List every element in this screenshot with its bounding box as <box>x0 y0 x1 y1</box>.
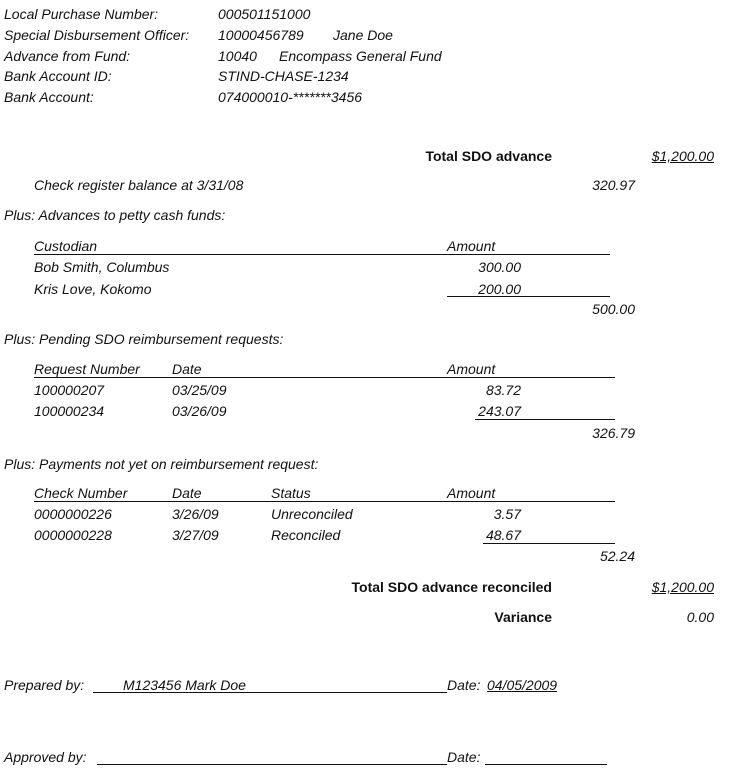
column-header: Amount <box>447 238 496 254</box>
date: 03/26/09 <box>172 403 227 419</box>
column-header: Custodian <box>34 238 98 254</box>
amount: 243.07 <box>478 403 521 419</box>
sdo-name: Jane Doe <box>333 27 393 43</box>
amount: 83.72 <box>485 382 521 398</box>
check-number: 0000000226 <box>34 506 112 522</box>
header-rule <box>34 254 610 255</box>
variance-value: 0.00 <box>686 609 714 625</box>
fund-label: Advance from Fund: <box>4 48 131 64</box>
amount: 48.67 <box>485 527 521 543</box>
subtotal: 500.00 <box>592 301 635 317</box>
header-rule <box>34 377 615 378</box>
local-purchase-label: Local Purchase Number: <box>4 6 159 22</box>
fund-id: 10040 <box>218 48 257 64</box>
check-number: 0000000228 <box>34 527 112 543</box>
amount: 200.00 <box>478 281 521 297</box>
variance-label: Variance <box>494 609 552 625</box>
custodian: Kris Love, Kokomo <box>34 281 152 297</box>
approved-by-label: Approved by: <box>4 749 87 765</box>
local-purchase-value: 000501151000 <box>218 6 311 22</box>
prepared-by-value: M123456 Mark Doe <box>123 677 246 693</box>
total-reconciled-label: Total SDO advance reconciled <box>351 579 552 595</box>
total-advance-value: $1,200.00 <box>651 148 714 164</box>
sum-rule <box>483 543 615 544</box>
bank-account-label: Bank Account: <box>4 89 94 105</box>
date-rule <box>485 764 607 765</box>
bank-id-label: Bank Account ID: <box>4 68 112 84</box>
prepared-by-label: Prepared by: <box>4 677 85 693</box>
approved-date-label: Date: <box>447 749 481 765</box>
section-title: Plus: Advances to petty cash funds: <box>4 207 226 223</box>
status: Reconciled <box>271 527 341 543</box>
date: 3/27/09 <box>172 527 219 543</box>
request-number: 100000207 <box>34 382 105 398</box>
subtotal: 52.24 <box>599 548 635 564</box>
date: 03/25/09 <box>172 382 227 398</box>
column-header: Status <box>271 485 311 501</box>
sdo-id: 10000456789 <box>218 27 304 43</box>
section-title: Plus: Pending SDO reimbursement requests: <box>4 331 284 347</box>
bank-account-value: 074000010-*******3456 <box>218 89 363 105</box>
check-register-value: 320.97 <box>592 177 635 193</box>
total-advance-label: Total SDO advance <box>425 148 552 164</box>
subtotal: 326.79 <box>592 425 635 441</box>
status: Unreconciled <box>271 506 353 522</box>
sdo-label: Special Disbursement Officer: <box>4 27 190 43</box>
fund-name: Encompass General Fund <box>279 48 442 64</box>
column-header: Amount <box>447 361 496 377</box>
amount: 300.00 <box>478 259 521 275</box>
section-title: Plus: Payments not yet on reimbursement request: <box>4 456 319 472</box>
column-header: Check Number <box>34 485 128 501</box>
bank-id-value: STIND-CHASE-1234 <box>218 68 349 84</box>
column-header: Amount <box>447 485 496 501</box>
column-header: Date <box>172 361 202 377</box>
header-rule <box>34 501 615 502</box>
check-register-label: Check register balance at 3/31/08 <box>34 177 244 193</box>
amount: 3.57 <box>493 506 521 522</box>
sum-rule <box>475 419 615 420</box>
column-header: Request Number <box>34 361 140 377</box>
signature-rule <box>97 764 447 765</box>
custodian: Bob Smith, Columbus <box>34 259 170 275</box>
prepared-date-label: Date: <box>447 677 481 693</box>
request-number: 100000234 <box>34 403 105 419</box>
prepared-date-value: 04/05/2009 <box>487 677 558 693</box>
column-header: Date <box>172 485 202 501</box>
date: 3/26/09 <box>172 506 219 522</box>
total-reconciled-value: $1,200.00 <box>651 579 714 595</box>
sum-rule <box>447 296 610 297</box>
